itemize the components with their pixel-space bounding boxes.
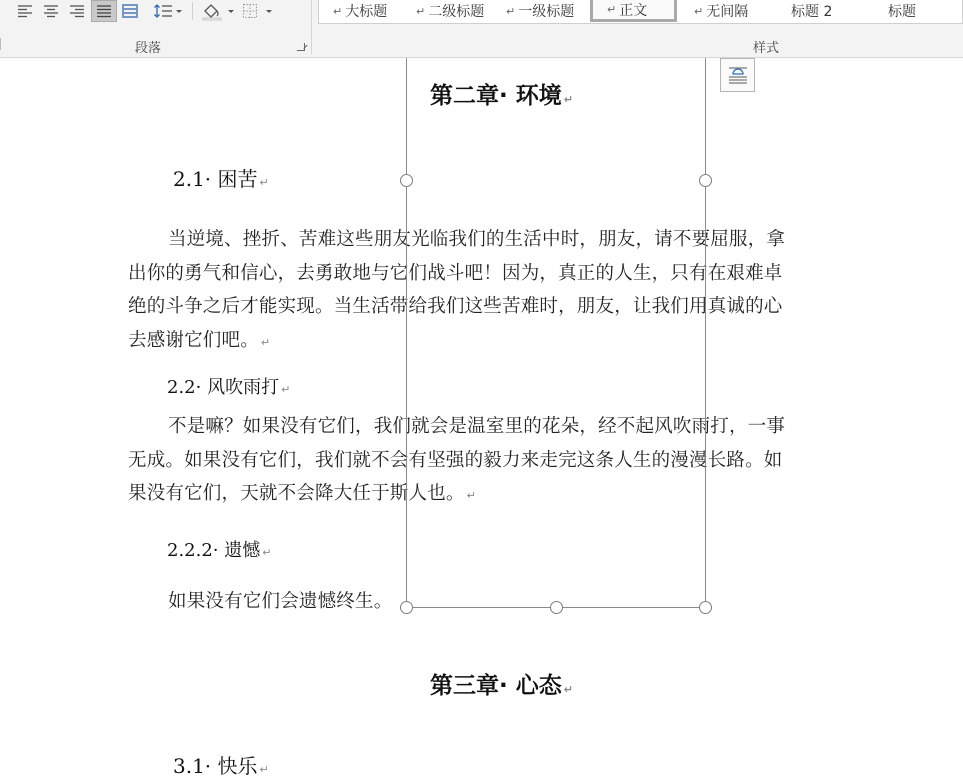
line-spacing-button[interactable] <box>150 0 186 22</box>
style-item-level2-title[interactable]: ↵ 二级标题 <box>416 4 485 20</box>
line-spacing-icon <box>153 3 183 19</box>
borders-icon <box>242 3 274 19</box>
section-2-2-heading[interactable]: 2.2· 风吹雨打 ↵ <box>167 377 291 398</box>
ribbon-divider <box>192 2 193 20</box>
ribbon <box>0 0 963 58</box>
section-2-1-heading[interactable]: 2.1· 困苦 ↵ <box>173 167 269 191</box>
distributed-icon <box>122 3 138 19</box>
paragraph-line[interactable]: 果没有它们，天就不会降大任于斯人也。 ↵ <box>128 483 477 504</box>
paragraph-line[interactable]: 出你的勇气和信心，去勇敢地与它们战斗吧！因为，真正的人生，只有在艰难卓 <box>128 263 783 284</box>
shading-icon <box>201 2 235 20</box>
resize-handle-bottom-left[interactable] <box>400 601 413 614</box>
paragraph-dialog-launcher-icon[interactable] <box>297 43 305 51</box>
distributed-button[interactable] <box>119 0 141 22</box>
borders-button[interactable] <box>240 0 276 22</box>
style-item-title[interactable]: 标题 <box>888 4 916 20</box>
resize-handle-bottom-right[interactable] <box>699 601 712 614</box>
align-left-icon <box>17 4 33 18</box>
chapter-2-heading[interactable]: 第二章· 环境 ↵ <box>430 83 573 109</box>
style-item-body-text[interactable]: ↵ 正文 <box>590 0 677 22</box>
shading-button[interactable] <box>199 0 237 22</box>
paragraph-line[interactable]: 如果没有它们会遗憾终生。 <box>168 591 393 612</box>
resize-handle-top-left[interactable] <box>400 174 413 187</box>
section-2-2-2-heading[interactable]: 2.2.2· 遗憾 ↵ <box>167 540 272 561</box>
layout-options-button[interactable] <box>720 58 755 92</box>
paragraph-line[interactable]: 当逆境、挫折、苦难这些朋友光临我们的生活中时，朋友，请不要屈服，拿 <box>168 229 786 250</box>
resize-handle-bottom-center[interactable] <box>550 601 563 614</box>
paragraph-group-label: 段落 <box>135 41 162 56</box>
ribbon-edge <box>0 38 3 50</box>
paragraph-line[interactable]: 不是嘛？如果没有它们，我们就会是温室里的花朵，经不起风吹雨打，一事 <box>168 416 786 437</box>
resize-handle-top-right[interactable] <box>699 174 712 187</box>
align-right-icon <box>69 4 85 18</box>
chapter-3-heading[interactable]: 第三章· 心态 ↵ <box>430 673 573 699</box>
style-item-no-spacing[interactable]: ↵ 无间隔 <box>694 4 749 20</box>
styles-group-label: 样式 <box>753 41 780 56</box>
justify-icon <box>96 4 112 18</box>
paragraph-line[interactable]: 绝的斗争之后才能实现。当生活带给我们这些苦难时，朋友，让我们用真诚的心 <box>128 296 783 317</box>
section-3-1-heading[interactable]: 3.1· 快乐 ↵ <box>173 754 269 778</box>
align-right-button[interactable] <box>66 0 88 22</box>
align-center-button[interactable] <box>40 0 62 22</box>
group-separator <box>311 0 312 54</box>
paragraph-line[interactable]: 无成。如果没有它们，我们就不会有坚强的毅力来走完这条人生的漫漫长路。如 <box>128 450 783 471</box>
layout-options-icon <box>727 65 749 85</box>
style-item-big-title[interactable]: ↵ 大标题 <box>333 4 388 20</box>
style-item-heading-2[interactable]: 标题 2 <box>791 4 833 20</box>
style-item-level1-title[interactable]: ↵ 一级标题 <box>506 4 575 20</box>
align-center-icon <box>43 4 59 18</box>
align-left-button[interactable] <box>14 0 36 22</box>
justify-button[interactable] <box>91 0 117 22</box>
paragraph-line[interactable]: 去感谢它们吧。 ↵ <box>128 330 271 351</box>
selected-text-box[interactable] <box>406 58 706 608</box>
